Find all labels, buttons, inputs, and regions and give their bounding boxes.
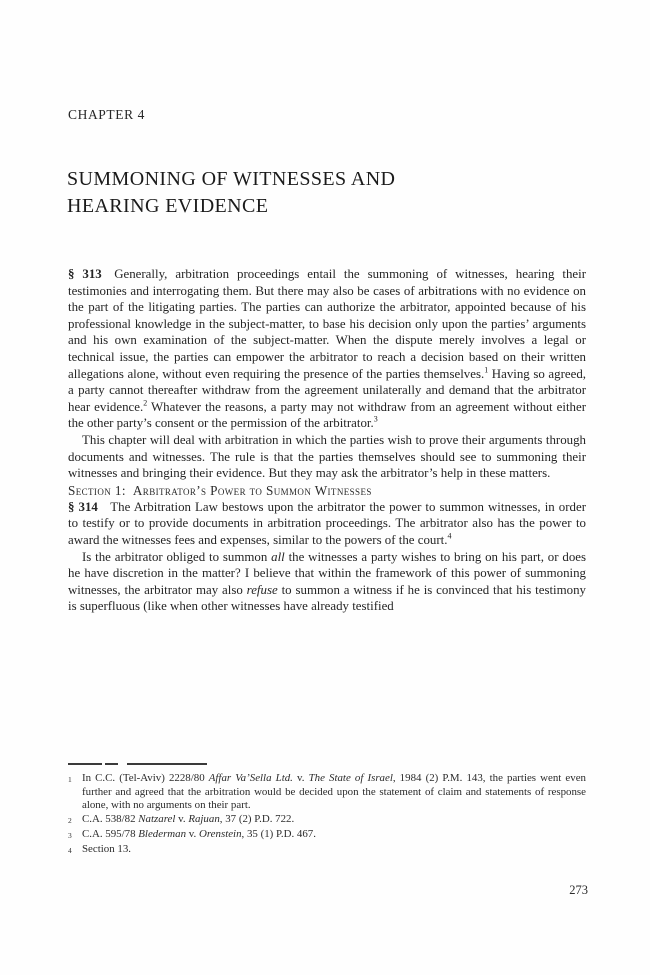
footnote-text: In C.C. (Tel-Aviv) 2228/80 Affar Va’Sella Ltd. v. The State of Israel, 1984 (2) P.M. 143, the parties went even further and agreed that the arbitration would be decided upon the statement of claim and statements of response alone, with no arguments on their part. — [82, 772, 586, 812]
title-line-2: HEARING EVIDENCE — [67, 194, 269, 217]
title-line-1: SUMMONING OF WITNESSES AND — [67, 168, 396, 190]
section-1-heading: Section 1: Arbitrator’s Power to Summon Witnesses — [68, 482, 372, 498]
chapter-label: CHAPTER 4 — [68, 107, 146, 122]
paragraph-chapter-scope: This chapter will deal with arbitration in which the parties wish to prove their arguments through documents and witnesses. The rule is that the parties themselves should see to summoning their witnesses and bringing their evidence. But they may ask the arbitrator’s help in these matters. — [68, 432, 586, 481]
footnote-2 — [68, 813, 586, 828]
footnote-marker: 3 — [68, 830, 72, 840]
footnote-text: C.A. 538/82 Natzarel v. Rajuan, 37 (2) P.D. 722. — [82, 813, 295, 826]
page-title — [67, 166, 395, 219]
footnote-1 — [68, 772, 586, 813]
paragraph-314: § 314 The Arbitration Law bestows upon the arbitrator the power to summon witnesses, in order to testify or to provide documents in arbitration proceedings. The arbitrator also has the power to award the witnesses fees and expenses, similar to the powers of the court.$^4$ — [68, 499, 586, 547]
footnote-marker: 2 — [68, 816, 72, 826]
footnote-text: Section 13. — [82, 842, 132, 855]
footnote-text: C.A. 595/78 Blederman v. Orenstein, 35 (1) P.D. 467. — [82, 827, 316, 840]
paragraph-witness-discretion: Is the arbitrator obliged to summon all the witnesses a party wishes to bring on his part, or does he have discretion in the matter? I believe that within the framework of this power of summoning witnesses, the arbitrator may also refuse to summon a witness if he is convinced that his testimony is superfluous (like when other witnesses have already testified — [68, 549, 586, 614]
footnote-3 — [68, 828, 586, 843]
footnotes — [68, 772, 586, 857]
rule-segment — [68, 763, 102, 765]
rule-segment — [105, 763, 118, 765]
footnote-4 — [68, 843, 586, 858]
body-text — [68, 266, 586, 615]
footnote-separator-rule — [68, 763, 228, 765]
page-number: 273 — [569, 883, 588, 897]
rule-segment — [127, 763, 207, 765]
paragraph-313: § 313 Generally, arbitration proceedings entail the summoning of witnesses, hearing their testimonies and interrogating them. But there may also be cases of arbitrations with no evidence on the part of the litigating parties. The parties can authorize the arbitrator, appointed because of his professional knowledge in the subject-matter, to base his decision only upon the parties’ arguments and his own examination of the subject-matter. When the dispute merely involves a legal or technical issue, the parties can empower the arbitrator to reach a decision based on their written allegations alone, without even requiring the presence of the parties themselves.$^1$ Having so agreed, a party cannot thereafter withdraw from the agreement unilaterally and demand that the arbitrator hear evidence.$^2$ Whatever the reasons, a party may not withdraw from an agreement without either the other party’s consent or the permission of the arbitrator.$^3$ — [68, 267, 586, 431]
footnote-marker: 1 — [68, 775, 72, 784]
footnote-marker: 4 — [68, 845, 72, 855]
